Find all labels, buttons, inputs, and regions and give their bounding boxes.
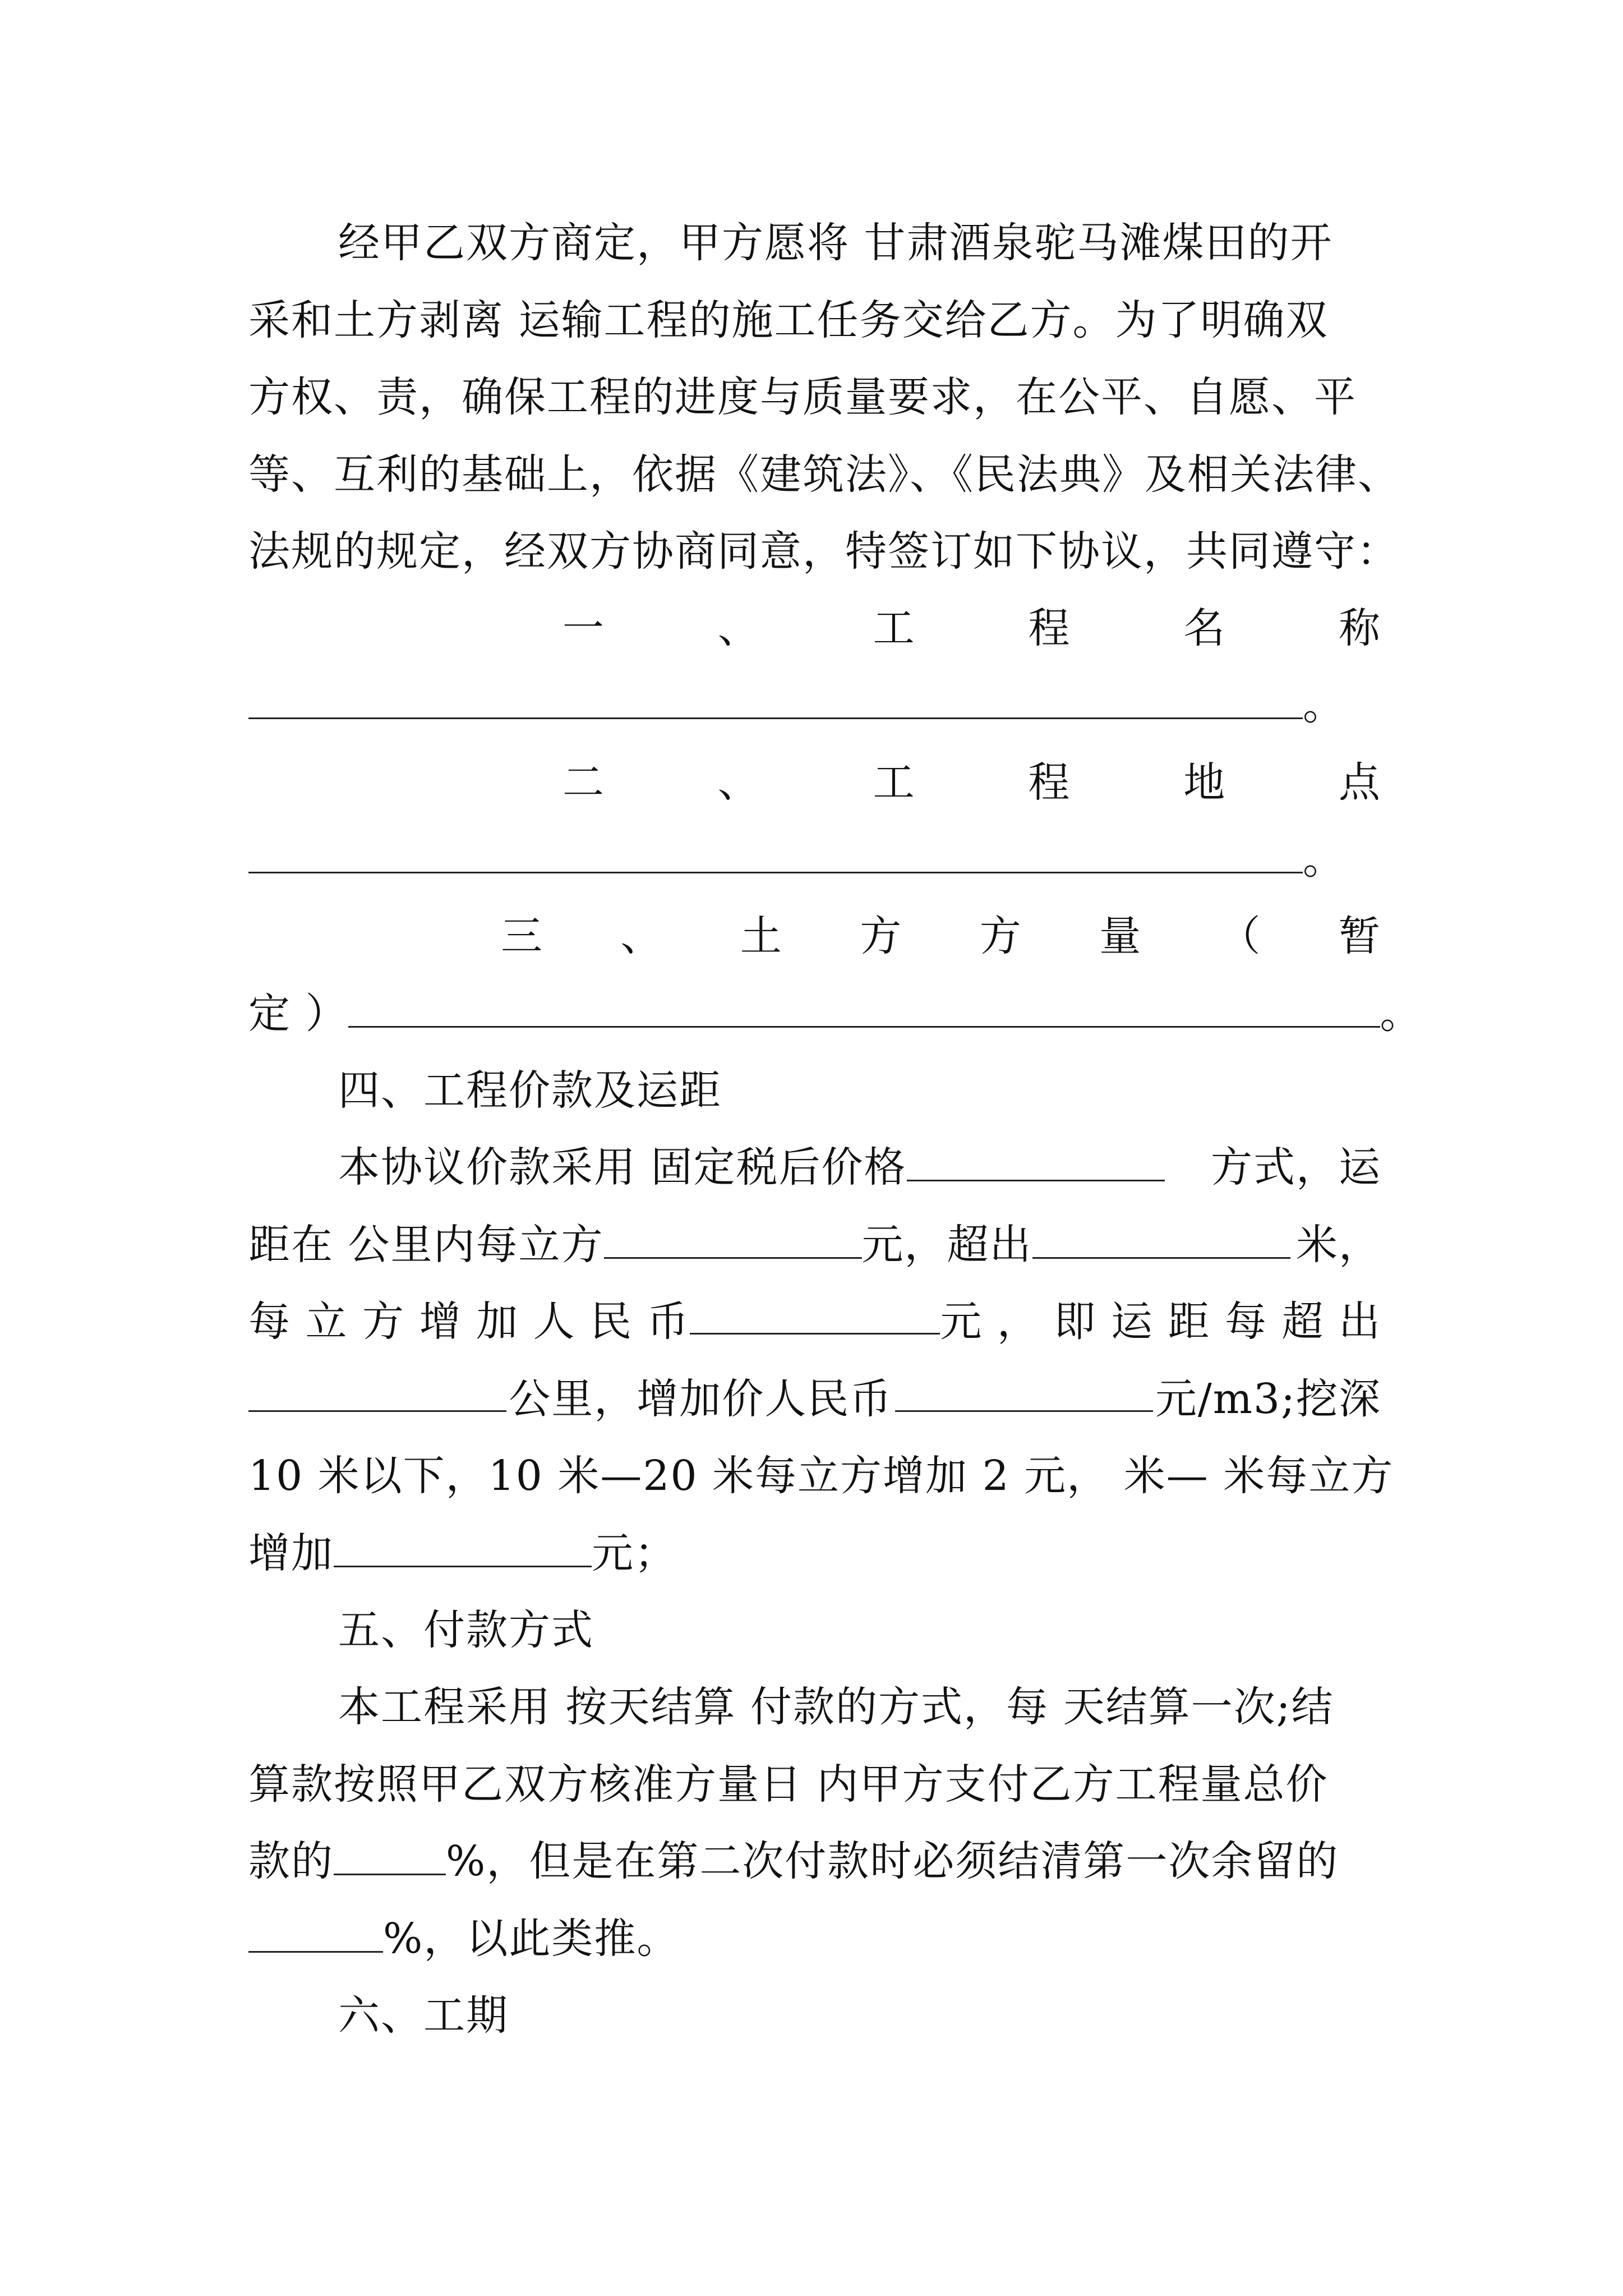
project-name-blank[interactable] <box>248 678 1303 719</box>
s2-char: 点 <box>1338 758 1381 807</box>
section-3-blank-line <box>248 986 1426 1042</box>
section-3-heading <box>501 908 1381 964</box>
added-price-blank[interactable] <box>895 1371 1153 1412</box>
section-4-line-3 <box>248 1294 1381 1350</box>
s4-heading-text: 四、工程价款及运距 <box>338 1066 722 1115</box>
intro-line-2 <box>248 292 1381 348</box>
s5-text: 款的 <box>248 1837 334 1885</box>
s4-text: 10 米以下，10 米—20 米每立方增加 2 元， 米— 米每立方 <box>248 1452 1394 1500</box>
s2-period: 。 <box>1303 835 1345 884</box>
s1-char: 称 <box>1338 604 1381 652</box>
s3-char: 三 <box>501 912 543 960</box>
s4-text: 本协议价款采用 固定税后价格 <box>338 1143 907 1191</box>
s2-char: 程 <box>1028 758 1071 807</box>
section-5-line-3 <box>248 1833 1381 1889</box>
depth-increase-blank[interactable] <box>334 1526 592 1567</box>
pricing-method-blank[interactable] <box>907 1140 1165 1181</box>
section-5-heading <box>338 1602 1381 1658</box>
s3-char: 量 <box>1099 912 1142 960</box>
section-4-line-2 <box>248 1217 1381 1273</box>
section-4-line-5 <box>248 1448 1394 1504</box>
section-2-heading <box>562 754 1381 811</box>
section-2-blank-line <box>248 831 1381 887</box>
s1-char: 工 <box>873 604 916 652</box>
s1-period: 。 <box>1303 681 1345 729</box>
intro-line-4 <box>248 447 1400 503</box>
s3-char: （ <box>1219 912 1262 960</box>
retained-percent-blank[interactable] <box>248 1912 383 1953</box>
s1-char: 、 <box>717 604 760 652</box>
s4-text: 方式，运 <box>1211 1143 1381 1191</box>
s4-text: 米， <box>1296 1221 1381 1269</box>
intro-line-1 <box>338 215 1381 271</box>
section-1-heading <box>562 600 1381 656</box>
increase-amount-blank[interactable] <box>690 1294 940 1335</box>
intro-line-5 <box>248 523 1399 579</box>
intro-text-3: 方权、责，确保工程的进度与质量要求，在公平、自愿、平 <box>248 373 1357 421</box>
s4-text: 元； <box>592 1529 677 1577</box>
section-4-line-1 <box>338 1139 1381 1195</box>
s3-char: 土 <box>740 912 783 960</box>
section-4-line-4 <box>248 1371 1381 1427</box>
section-4-line-6 <box>248 1525 1381 1581</box>
intro-text-5: 法规的规定，经双方协商同意，特签订如下协议，共同遵守： <box>248 527 1399 576</box>
exceed-distance-blank[interactable] <box>1032 1218 1290 1259</box>
s3-continuation: 定 ） <box>248 990 348 1038</box>
s3-char: 方 <box>860 912 903 960</box>
s2-char: 地 <box>1183 758 1227 807</box>
s5-text: %，但是在第二次付款时必须结清第一次余留的 <box>446 1837 1339 1885</box>
section-5-line-2 <box>248 1756 1381 1812</box>
s1-char: 一 <box>562 604 605 652</box>
section-6-heading <box>338 1987 1381 2044</box>
s1-char: 程 <box>1028 604 1071 652</box>
section-5-line-1 <box>338 1679 1381 1735</box>
s4-text: 公里，增加价人民币 <box>509 1375 893 1423</box>
intro-text-4: 等、互利的基础上，依据《建筑法》、《民法典》及相关法律、 <box>248 450 1400 499</box>
intro-text-2: 采和土方剥离 运输工程的施工任务交给乙方。为了明确双 <box>248 296 1329 344</box>
s5-text: 本工程采用 按天结算 付款的方式，每 天结算一次;结 <box>338 1683 1334 1731</box>
s2-char: 、 <box>717 758 760 807</box>
s4-text: 增加 <box>248 1529 334 1577</box>
s4-text: 元，超出 <box>861 1221 1032 1269</box>
payment-percent-blank[interactable] <box>334 1834 446 1875</box>
s5-text: %，以此类推。 <box>383 1915 680 1963</box>
project-location-blank[interactable] <box>248 832 1303 873</box>
s3-char: 暂 <box>1338 912 1381 960</box>
s6-heading-text: 六、工期 <box>338 1991 509 2040</box>
s1-char: 名 <box>1183 604 1227 652</box>
s3-period: 。 <box>1380 990 1423 1038</box>
s4-text: 每 立 方 增 加 人 民 币 <box>248 1297 690 1346</box>
intro-text-1: 经甲乙双方商定，甲方愿将 甘肃酒泉驼马滩煤田的开 <box>338 219 1333 267</box>
unit-price-blank[interactable] <box>604 1218 862 1259</box>
s4-text: 元 ， 即 运 距 每 超 出 <box>940 1297 1381 1346</box>
intro-line-3 <box>248 369 1381 425</box>
section-1-blank-line <box>248 677 1381 733</box>
s4-text: 元/m3;挖深 <box>1155 1375 1381 1423</box>
section-5-line-4 <box>248 1911 1381 1967</box>
per-km-blank[interactable] <box>248 1371 506 1412</box>
s5-text: 算款按照甲乙双方核准方量日 内甲方支付乙方工程量总价 <box>248 1760 1329 1809</box>
s2-char: 二 <box>562 758 605 807</box>
s3-char: 、 <box>620 912 663 960</box>
earthwork-volume-blank[interactable] <box>348 987 1380 1028</box>
section-4-heading <box>338 1062 1381 1119</box>
s3-char: 方 <box>979 912 1022 960</box>
s2-char: 工 <box>873 758 916 807</box>
s4-text: 距在 公里内每立方 <box>248 1221 604 1269</box>
s5-heading-text: 五、付款方式 <box>338 1606 594 1654</box>
